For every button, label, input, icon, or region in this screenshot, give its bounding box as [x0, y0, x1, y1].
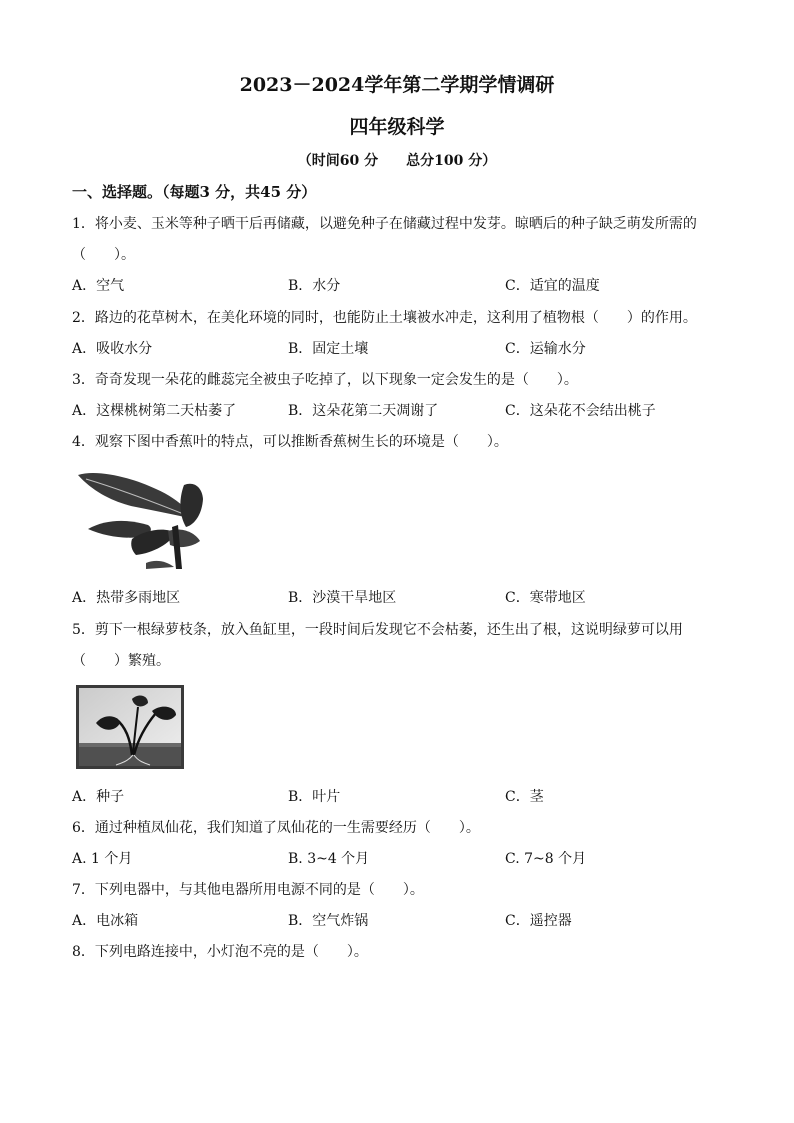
time-info: （时间60 分 总分100 分）: [297, 153, 497, 169]
q7-option-b: B．空气炸锅: [288, 913, 369, 929]
question-1-stem-cont: （ ）。: [72, 247, 135, 263]
q6-option-a: A. 1 个月: [72, 851, 133, 867]
question-7-stem: 7．下列电器中，与其他电器所用电源不同的是（ ）。: [72, 882, 424, 898]
q5-option-b: B．叶片: [288, 789, 341, 805]
question-4-stem: 4．观察下图中香蕉叶的特点，可以推断香蕉树生长的环境是（ ）。: [72, 434, 508, 450]
section-heading: 一、选择题。（每题3 分，共45 分）: [72, 183, 317, 201]
question-8-stem: 8．下列电路连接中，小灯泡不亮的是（ ）。: [72, 944, 368, 960]
pothos-cutting-image: [76, 685, 184, 769]
q2-option-a: A．吸收水分: [72, 341, 153, 357]
q1-option-b: B．水分: [288, 278, 341, 294]
subject-title: 四年级科学: [349, 116, 445, 138]
q7-option-a: A．电冰箱: [72, 913, 139, 929]
q3-option-c: C．这朵花不会结出桃子: [505, 403, 656, 419]
q3-option-b: B．这朵花第二天凋谢了: [288, 403, 439, 419]
q7-option-c: C．遥控器: [505, 913, 572, 929]
q3-option-a: A．这棵桃树第二天枯萎了: [72, 403, 237, 419]
q5-option-c: C．茎: [505, 789, 544, 805]
question-5-stem-cont: （ ）繁殖。: [72, 653, 170, 669]
q6-option-c: C. 7~8 个月: [505, 851, 587, 867]
q6-option-b: B. 3~4 个月: [288, 851, 370, 867]
question-1-stem: 1．将小麦、玉米等种子晒干后再储藏，以避免种子在储藏过程中发芽。晾晒后的种子缺乏萌发所需的: [72, 216, 697, 232]
banana-leaf-image: [76, 467, 206, 569]
q2-option-b: B．固定土壤: [288, 341, 369, 357]
q1-option-c: C．适宜的温度: [505, 278, 600, 294]
q4-option-c: C．寒带地区: [505, 590, 586, 606]
question-5-stem: 5．剪下一根绿萝枝条，放入鱼缸里，一段时间后发现它不会枯萎，还生出了根，这说明绿萝可以用: [72, 622, 683, 638]
question-6-stem: 6．通过种植凤仙花，我们知道了凤仙花的一生需要经历（ ）。: [72, 820, 480, 836]
question-3-stem: 3．奇奇发现一朵花的雌蕊完全被虫子吃掉了，以下现象一定会发生的是（ ）。: [72, 372, 578, 388]
q1-option-a: A．空气: [72, 278, 125, 294]
exam-title: 2023－2024学年第二学期学情调研: [239, 74, 555, 96]
q4-option-a: A．热带多雨地区: [72, 590, 181, 606]
q2-option-c: C．运输水分: [505, 341, 586, 357]
q4-option-b: B．沙漠干旱地区: [288, 590, 397, 606]
question-2-stem: 2．路边的花草树木，在美化环境的同时，也能防止土壤被水冲走，这利用了植物根（ ）的作用。: [72, 310, 697, 326]
q5-option-a: A．种子: [72, 789, 125, 805]
